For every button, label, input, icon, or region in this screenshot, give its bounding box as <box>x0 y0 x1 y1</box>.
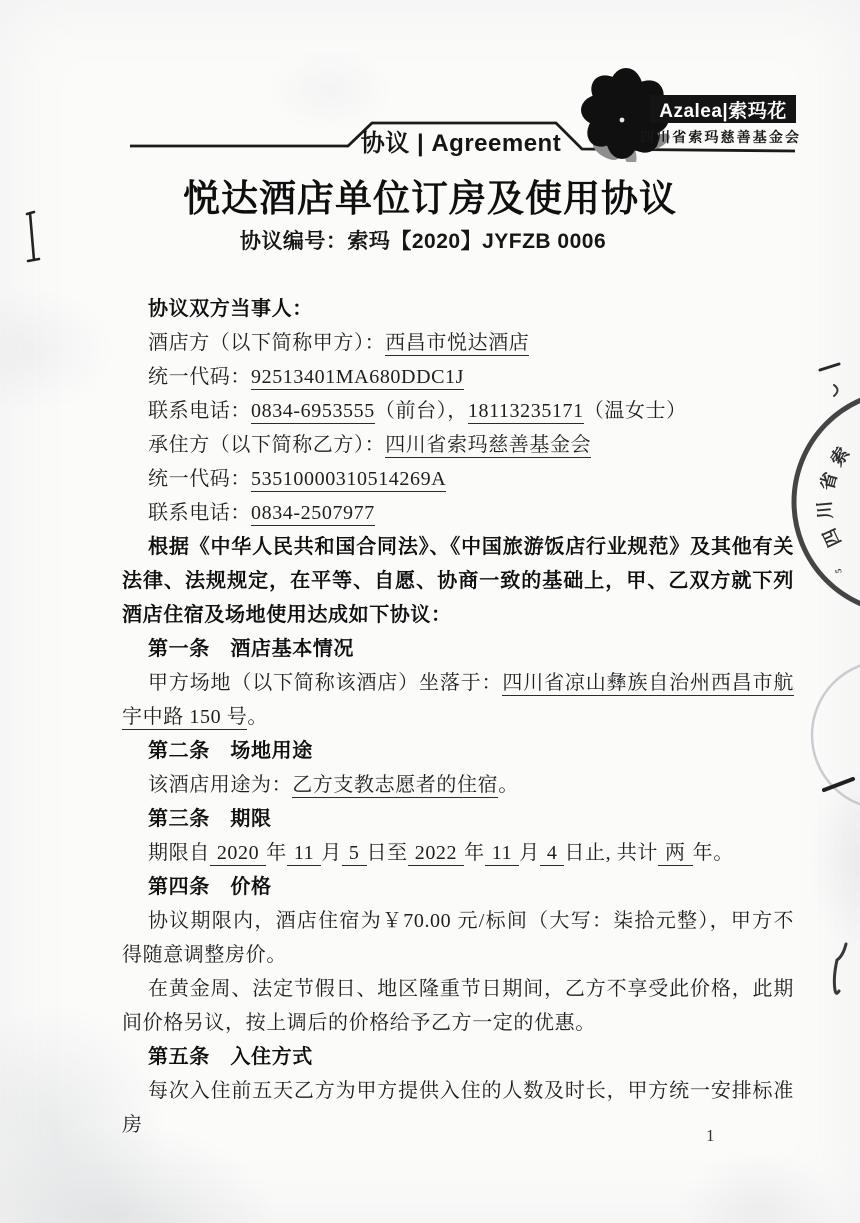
filled-blank: 两 <box>658 842 693 866</box>
pen-mark <box>834 944 846 993</box>
text-segment: 。 <box>247 706 269 728</box>
filled-blank: 92513401MA680DDC1J <box>251 366 465 388</box>
text-segment: 统一代码： <box>148 366 251 388</box>
filled-blank: 乙方支教志愿者的住宿 <box>292 774 499 796</box>
text-segment: 酒店方（以下简称甲方）： <box>148 332 386 354</box>
text-segment: （温女士） <box>583 400 687 422</box>
paragraph <box>122 734 794 768</box>
seal-character: 四 <box>819 525 845 550</box>
text-segment: 。 <box>498 774 519 796</box>
text-segment: 月 <box>321 842 342 864</box>
text-segment: 年 <box>266 842 287 864</box>
text-segment: 年。 <box>692 842 734 864</box>
paragraph <box>122 292 794 326</box>
paragraph <box>122 1074 794 1142</box>
paragraph <box>122 462 794 496</box>
paragraph <box>122 836 794 870</box>
text-segment: 第五条 入住方式 <box>148 1046 313 1068</box>
filled-blank: 18113235171 <box>467 400 584 422</box>
filled-blank: 11 <box>485 842 519 866</box>
paragraph <box>122 632 794 666</box>
text-segment: 联系电话： <box>148 400 251 422</box>
foundation-logo <box>578 62 800 160</box>
text-segment: 第四条 价格 <box>148 876 272 898</box>
seal-character: 川 <box>814 500 836 520</box>
logo-brand-text: Azalea|索玛花 <box>659 100 787 122</box>
paragraph <box>122 530 794 632</box>
text-segment: 联系电话： <box>148 502 251 524</box>
paragraph <box>122 428 794 462</box>
paragraph <box>122 496 794 530</box>
filled-blank: 西昌市悦达酒店 <box>385 332 530 354</box>
text-segment: 第二条 场地用途 <box>148 740 313 762</box>
text-segment: 每次入住前五天乙方为甲方提供入住的人数及时长，甲方统一安排标准房 <box>122 1080 794 1136</box>
text-segment: 统一代码： <box>148 468 251 490</box>
faint-stamp-arc <box>812 661 860 809</box>
text-segment: 该酒店用途为： <box>148 774 293 796</box>
paragraph <box>122 972 794 1040</box>
text-segment: 日至 <box>366 842 408 864</box>
seal-character: 省 <box>816 469 841 493</box>
text-segment: 日止, 共计 <box>564 842 659 864</box>
banner-label: 协议 | Agreement <box>360 130 562 157</box>
text-segment: 第一条 酒店基本情况 <box>148 638 354 660</box>
filled-blank: 四川省索玛慈善基金会 <box>385 434 592 456</box>
filled-blank: 53510000310514269A <box>251 468 447 490</box>
text-segment: 月 <box>519 842 540 864</box>
paragraph <box>122 394 794 428</box>
contract-body <box>122 292 794 1142</box>
paragraph <box>122 326 794 360</box>
text-segment: 年 <box>464 842 485 864</box>
filled-blank: 四川省凉山彝族自治州西昌市航宇中路 150 号 <box>122 672 794 728</box>
text-segment: 协议期限内，酒店住宿为￥70.00 元/标间（大写：柒拾元整），甲方不得随意调整房价。 <box>122 910 794 966</box>
paragraph <box>122 666 794 734</box>
text-segment: 第三条 期限 <box>148 808 272 830</box>
filled-blank: 0834-2507977 <box>251 502 375 524</box>
seal-character: 索 <box>826 443 854 470</box>
text-segment: （前台）， <box>374 400 468 422</box>
page-number: 1 <box>706 1126 715 1145</box>
paragraph <box>122 904 794 972</box>
right-dash-mark <box>820 364 839 370</box>
doc-number: 协议编号：索玛【2020】JYFZB 0006 <box>239 230 607 253</box>
paragraph <box>122 802 794 836</box>
text-segment: 在黄金周、法定节假日、地区隆重节日期间，乙方不享受此价格，此期间价格另议，按上调后的价格给予乙方一定的优惠。 <box>122 978 794 1034</box>
logo-brand-bar <box>650 95 796 123</box>
doc-title: 悦达酒店单位订房及使用协议 <box>183 178 677 219</box>
logo-org-name: 四川省索玛慈善基金会 <box>640 129 800 145</box>
text-segment: 期限自 <box>148 842 210 864</box>
filled-blank: 11 <box>287 842 321 866</box>
filled-blank: 4 <box>540 842 565 866</box>
right-hook-mark <box>834 385 838 396</box>
text-segment: 甲方场地（以下简称该酒店）坐落于： <box>148 672 503 694</box>
paragraph <box>122 768 794 802</box>
filled-blank: 2022 <box>408 842 464 866</box>
filled-blank: 0834-6953555 <box>251 400 375 422</box>
text-segment: 协议双方当事人： <box>148 298 313 320</box>
paragraph <box>122 360 794 394</box>
filled-blank: 5 <box>342 842 367 866</box>
seal-small-mark: 5 <box>832 567 844 575</box>
text-segment: 承住方（以下简称乙方）： <box>148 434 386 456</box>
paragraph <box>122 1040 794 1074</box>
filled-blank: 2020 <box>210 842 266 866</box>
text-segment: 根据《中华人民共和国合同法》、《中国旅游饭店行业规范》及其他有关法律、法规规定，在平等、自愿、协商一致的基础上，甲、乙双方就下列酒店住宿及场地使用达成如下协议： <box>122 536 794 626</box>
paragraph <box>122 870 794 904</box>
stamp-tick-mark <box>824 779 853 790</box>
